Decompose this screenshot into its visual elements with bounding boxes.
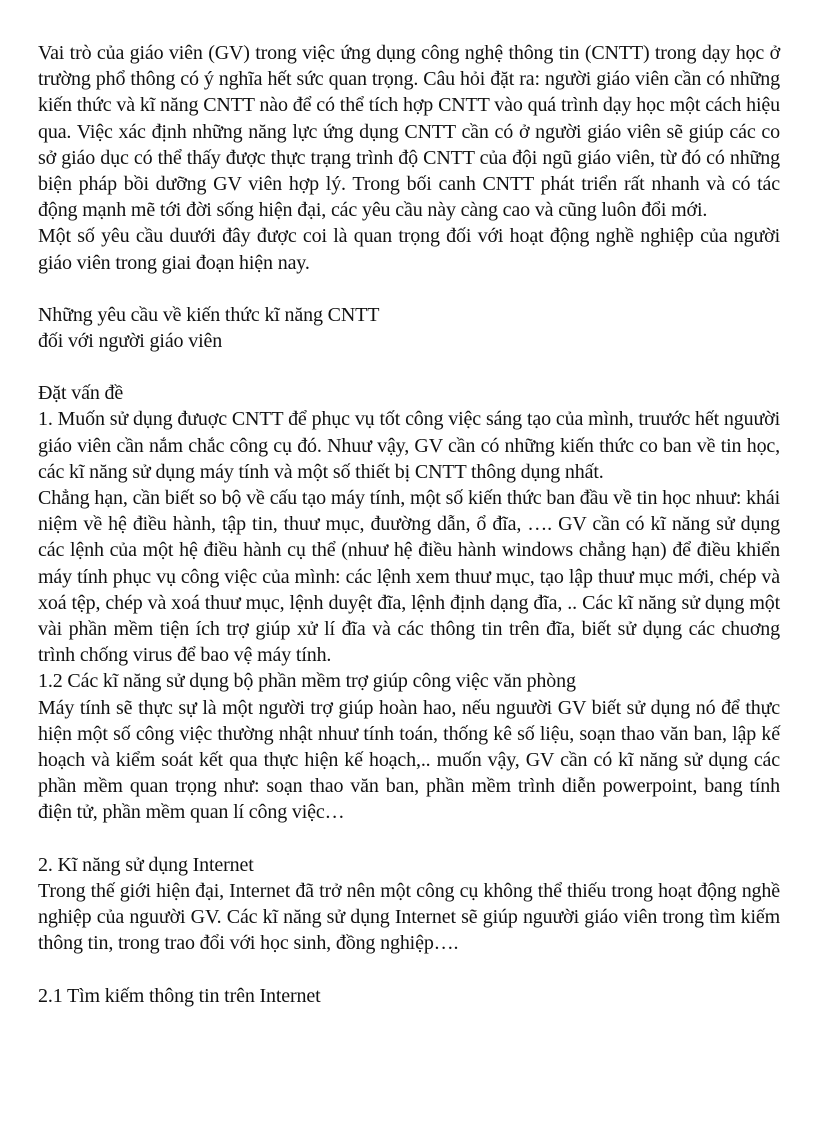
blank-line (38, 276, 780, 302)
intro-paragraph: Vai trò của giáo viên (GV) trong việc ứng dụng công nghệ thông tin (CNTT) trong dạy học ở trường phổ thông có ý nghĩa hết sức quan trọng. Câu hỏi đặt ra: người giáo viên cần có những kiến thức và kĩ năng CNTT nào để có thể tích hợp CNTT vào quá trình dạy học một cách hiệu qua. Việc xác định những năng lực ứng dụng CNTT cần có ở người giáo viên sẽ giúp các co sở giáo dục có thể thấy được thực trạng trình độ CNTT của đội ngũ giáo viên, từ đó có những biện pháp bồi dưỡng GV viên hợp lý. Trong bối canh CNTT phát triển rất nhanh và có tác động mạnh mẽ tới đời sống hiện đại, các yêu cầu này càng cao và cũng luôn đổi mới. (38, 42, 780, 222)
problem-heading: Đặt vấn đề (38, 382, 124, 405)
blank-line (38, 826, 780, 852)
title-line-2: đối với người giáo viên (38, 330, 223, 353)
blank-line (38, 354, 780, 380)
section-2-1-heading: 2.1 Tìm kiếm thông tin trên Internet (38, 984, 321, 1007)
section-2-paragraph: Trong thế giới hiện đại, Internet đã trở nên một công cụ không thể thiếu trong hoạt động nghề nghiệp của nguười GV. Các kĩ năng sử dụng Internet sẽ giúp nguười giáo viên trong tìm kiếm thông tin, trong trao đổi với học sinh, đồng nghiệp…. (38, 879, 780, 955)
section-1-paragraph: 1. Muốn sử dụng đưuợc CNTT để phục vụ tốt công việc sáng tạo của mình, truước hết nguười giáo viên cần nắm chắc công cụ đó. Nhuư vậy, GV cần có những kiến thức co ban về tin học, các kĩ năng sử dụng máy tính và một số thiết bị CNTT thông dụng nhất. (38, 408, 780, 483)
requirements-intro-paragraph: Một số yêu cầu duưới đây được coi là quan trọng đối với hoạt động nghề nghiệp của người giáo viên trong giai đoạn hiện nay. (38, 225, 780, 274)
section-1-2-heading: 1.2 Các kĩ năng sử dụng bộ phần mềm trợ giúp công việc văn phòng (38, 670, 576, 693)
blank-line (38, 957, 780, 983)
title-line-1: Những yêu cầu về kiến thức kĩ năng CNTT (38, 303, 380, 326)
section-1-example-paragraph: Chẳng hạn, cần biết so bộ về cấu tạo máy tính, một số kiến thức ban đầu về tin học nhuư: khái niệm về hệ điều hành, tập tin, thuư mục, đuường dẫn, ổ đĩa, …. GV cần có kĩ năng sử dụng các lệnh của một hệ điều hành cụ thể (nhuư hệ điều hành windows chẳng hạn) để điều khiển máy tính phục vụ công việc của mình: các lệnh xem thuư mục, tạo lập thuư mục mới, chép và xoá tệp, chép và xoá thuư mục, lệnh duyệt đĩa, lệnh định dạng đĩa, .. Các kĩ năng sử dụng một vài phần mềm tiện ích trợ giúp xử lí đĩa và các thông tin trên đĩa, biết sử dụng các chuơng trình chống virus để bao vệ máy tính. (38, 487, 780, 667)
section-2-heading: 2. Kĩ năng sử dụng Internet (38, 853, 254, 876)
document-page (38, 40, 780, 1009)
section-1-2-paragraph: Máy tính sẽ thực sự là một người trợ giúp hoàn hao, nếu nguười GV biết sử dụng nó để thực hiện một số công việc thường nhật nhuư tính toán, thống kê số liệu, soạn thao văn ban, lập kế hoạch và kiểm soát kết qua thực hiện kế hoạch,.. muốn vậy, GV cần có kĩ năng sử dụng các phần mềm quan trọng như: soạn thao văn ban, phần mềm trình diễn powerpoint, bang tính điện tử, phần mềm quan lí công việc… (38, 696, 780, 824)
